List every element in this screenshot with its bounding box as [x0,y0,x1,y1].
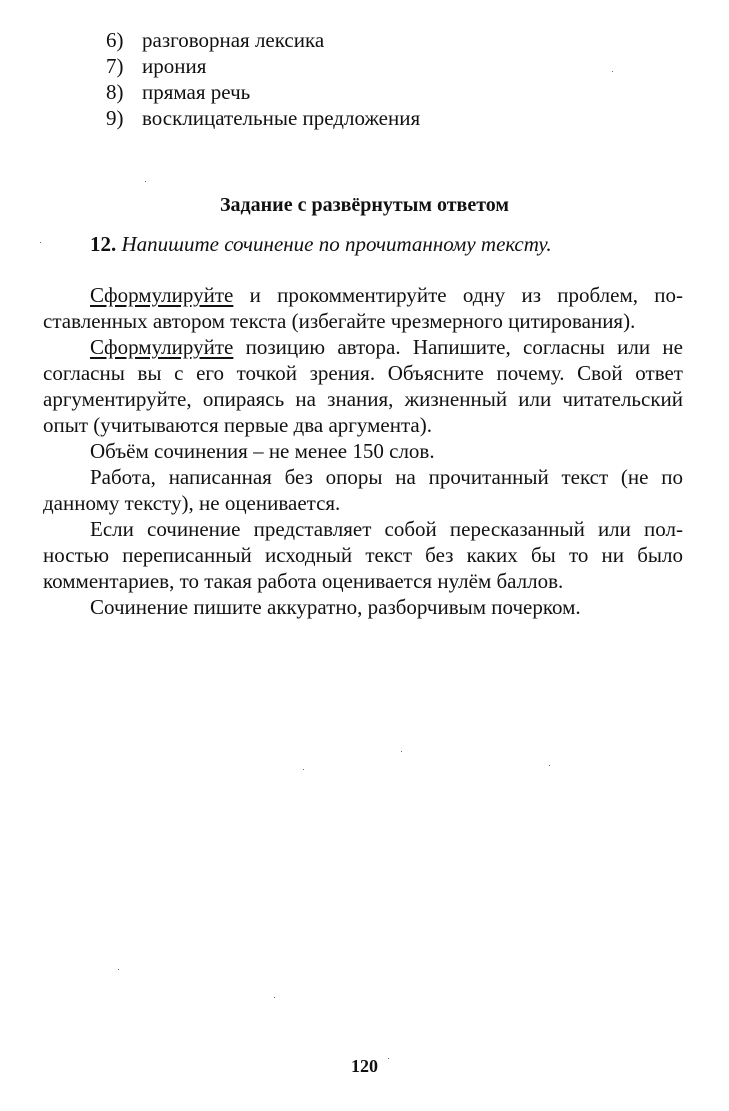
scan-speck [388,1058,389,1059]
paragraph-handwriting: Сочинение пишите аккуратно, разборчивым почерком. [90,595,581,619]
list-item-number: 9) [106,106,124,130]
scan-speck [145,181,146,182]
paragraph-retelling-rule: Если сочинение представляет собой пересказанный или полностью переписанный исходный текст без каких бы то ни было комментариев, то такая работа оценивается нулём баллов. [43,517,683,593]
scan-speck [40,242,41,243]
list-item-text: прямая речь [142,80,251,104]
paragraph-text: и прокомментируйте одну из проблем, поставленных автором текста (избегайте чрезмерного цитирования). [43,283,683,333]
list-item [106,27,420,53]
scan-speck [612,71,613,72]
list-item-number: 8) [106,80,124,104]
list-item-text: ирония [142,54,207,78]
list-item [106,53,420,79]
scan-speck [401,751,402,752]
underlined-verb: Сформулируйте [90,335,234,359]
list-item [106,79,420,105]
list-item-text: восклицательные предложения [142,106,421,130]
answer-options-list [106,27,420,131]
scan-speck [274,997,275,998]
task-body [43,282,683,620]
list-item-number: 7) [106,54,124,78]
paragraph-text: позицию автора. Напишите, согласны или не согласны вы с его точкой зрения. Объясните почему. Свой ответ аргументируйте, опираясь на знания, жизненный или читательский опыт (учитываются первые два аргумента). [43,335,683,437]
list-item-text: разговорная лексика [142,28,325,52]
underlined-verb: Сформулируйте [90,283,234,307]
paragraph-source-requirement: Работа, написанная без опоры на прочитанный текст (не по данному тексту), не оценивается. [43,465,683,515]
paragraph-position [43,334,683,438]
scan-speck [549,765,550,766]
list-item [106,105,420,131]
paragraph-problem [43,282,683,334]
task-heading [90,231,552,257]
scan-speck [303,769,304,770]
list-item-number: 6) [106,28,124,52]
task-instruction: Напишите сочинение по прочитанному тексту. [121,232,552,256]
task-number: 12. [90,232,117,256]
paragraph-volume: Объём сочинения – не менее 150 слов. [90,439,435,463]
scan-speck [118,969,119,970]
section-title: Задание с развёрнутым ответом [219,194,510,216]
page-number: 120 [351,1056,378,1076]
